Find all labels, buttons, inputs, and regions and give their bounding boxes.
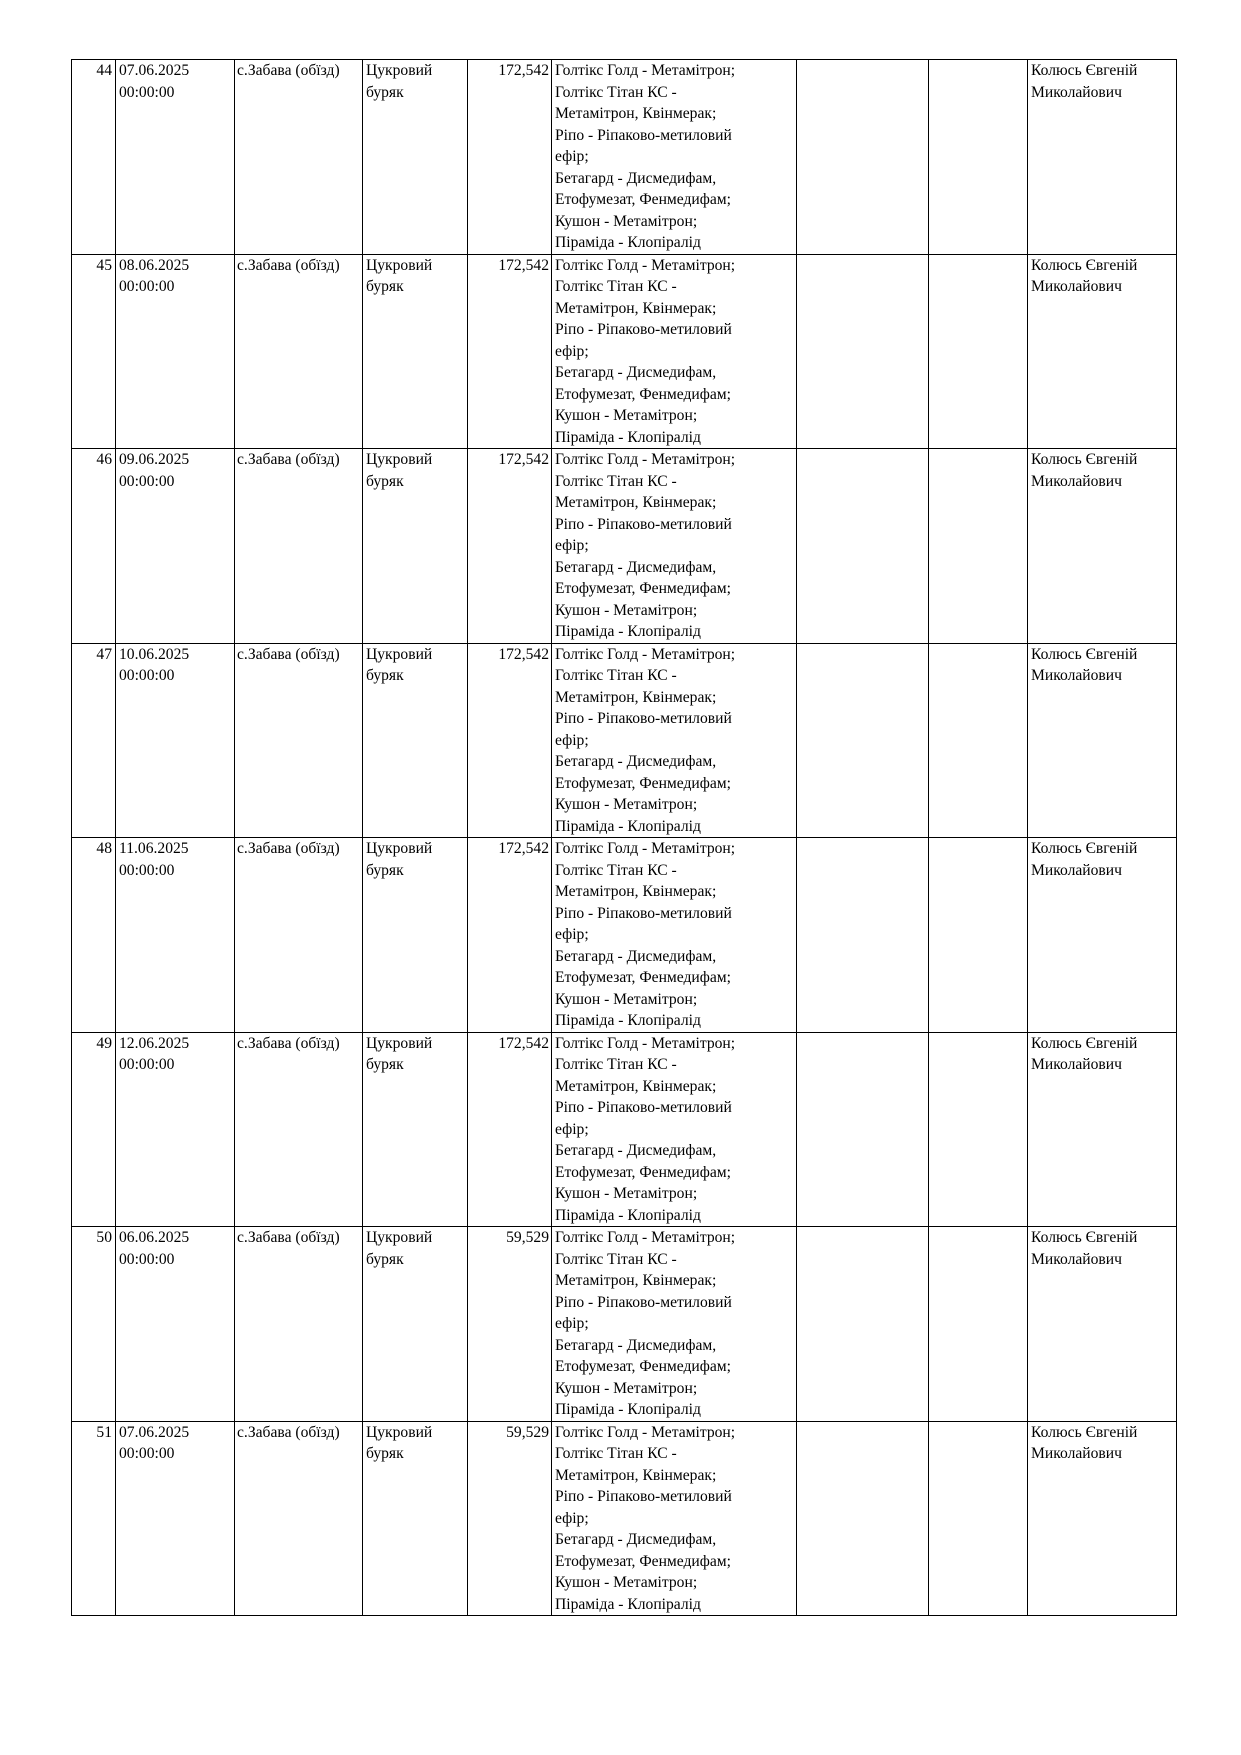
product-line: Піраміда - Клопіралід xyxy=(555,1206,701,1224)
product-line: Кушон - Метамітрон; xyxy=(555,212,698,230)
responsible-cell xyxy=(1028,1032,1177,1227)
date-line: 08.06.2025 xyxy=(119,256,190,274)
responsible-line: Колюсь Євгеній xyxy=(1031,451,1138,468)
crop-line: Цукровий xyxy=(366,1423,433,1441)
crop-cell xyxy=(363,1421,468,1616)
responsible-cell xyxy=(1028,449,1177,644)
product-line: Кушон - Метамітрон; xyxy=(555,1574,698,1591)
date-cell xyxy=(116,60,235,255)
product-line: Метамітрон, Квінмерак; xyxy=(555,1466,717,1484)
location-cell: с.Забава (обїзд) xyxy=(235,449,363,644)
records-body xyxy=(72,60,1177,1616)
responsible-line: Колюсь Євгеній xyxy=(1031,256,1138,274)
product-line: Ріпо - Ріпаково-метиловий xyxy=(555,515,732,533)
product-line: Бетагард - Дисмедифам, xyxy=(555,364,717,381)
area-cell: 172,542 xyxy=(468,449,552,644)
date-line: 10.06.2025 xyxy=(119,645,190,663)
product-line: Голтікс Тітан КС - xyxy=(555,861,677,879)
product-line: Бетагард - Дисмедифам, xyxy=(555,1531,717,1548)
product-line: Голтікс Голд - Метамітрон; xyxy=(555,645,736,663)
responsible-cell xyxy=(1028,60,1177,255)
crop-line: буряк xyxy=(366,83,404,101)
crop-line: Цукровий xyxy=(366,840,433,857)
empty-cell-8 xyxy=(929,1421,1028,1616)
date-cell xyxy=(116,449,235,644)
product-line: Голтікс Голд - Метамітрон; xyxy=(555,840,736,857)
product-line: Піраміда - Клопіралід xyxy=(555,1595,701,1613)
table-row xyxy=(72,60,1177,255)
product-line: ефір; xyxy=(555,148,589,165)
empty-cell-7 xyxy=(797,1421,929,1616)
crop-cell xyxy=(363,449,468,644)
row-number-cell: 44 xyxy=(72,60,116,255)
area-cell: 172,542 xyxy=(468,838,552,1033)
product-line: Етофумезат, Фенмедифам; xyxy=(555,580,732,597)
location-cell: с.Забава (обїзд) xyxy=(235,254,363,449)
location-cell: с.Забава (обїзд) xyxy=(235,643,363,838)
product-line: Ріпо - Ріпаково-метиловий xyxy=(555,1099,732,1116)
products-cell xyxy=(552,254,797,449)
product-line: Голтікс Голд - Метамітрон; xyxy=(555,451,736,468)
date-line: 07.06.2025 xyxy=(119,62,190,79)
empty-cell-7 xyxy=(797,838,929,1033)
crop-cell xyxy=(363,60,468,255)
table-row xyxy=(72,449,1177,644)
responsible-line: Миколайович xyxy=(1031,83,1122,101)
product-line: Голтікс Тітан КС - xyxy=(555,83,677,101)
product-line: Піраміда - Клопіралід xyxy=(555,428,701,446)
responsible-cell xyxy=(1028,254,1177,449)
crop-line: буряк xyxy=(366,1056,404,1073)
table-row xyxy=(72,1227,1177,1422)
responsible-cell xyxy=(1028,838,1177,1033)
product-line: Етофумезат, Фенмедифам; xyxy=(555,1163,732,1181)
product-line: ефір; xyxy=(555,731,589,749)
date-line: 00:00:00 xyxy=(119,1250,175,1268)
product-line: Піраміда - Клопіралід xyxy=(555,623,701,640)
date-line: 09.06.2025 xyxy=(119,451,190,468)
records-table xyxy=(71,59,1177,1616)
responsible-line: Колюсь Євгеній xyxy=(1031,840,1138,857)
products-cell xyxy=(552,449,797,644)
product-line: Голтікс Голд - Метамітрон; xyxy=(555,256,736,274)
empty-cell-8 xyxy=(929,1032,1028,1227)
product-line: Бетагард - Дисмедифам, xyxy=(555,1336,717,1354)
date-line: 11.06.2025 xyxy=(119,840,189,857)
product-line: Голтікс Тітан КС - xyxy=(555,1056,677,1073)
responsible-line: Колюсь Євгеній xyxy=(1031,1034,1138,1052)
date-line: 07.06.2025 xyxy=(119,1423,190,1441)
location-cell: с.Забава (обїзд) xyxy=(235,1421,363,1616)
product-line: Піраміда - Клопіралід xyxy=(555,1401,701,1418)
crop-line: Цукровий xyxy=(366,62,433,79)
table-row xyxy=(72,254,1177,449)
row-number-cell: 46 xyxy=(72,449,116,644)
area-cell: 172,542 xyxy=(468,254,552,449)
table-row xyxy=(72,1421,1177,1616)
product-line: Кушон - Метамітрон; xyxy=(555,407,698,424)
empty-cell-8 xyxy=(929,1227,1028,1422)
product-line: Піраміда - Клопіралід xyxy=(555,234,701,251)
date-line: 12.06.2025 xyxy=(119,1034,190,1052)
crop-line: буряк xyxy=(366,667,404,684)
date-cell xyxy=(116,838,235,1033)
products-cell xyxy=(552,838,797,1033)
crop-cell xyxy=(363,643,468,838)
date-line: 00:00:00 xyxy=(119,1445,175,1462)
date-line: 00:00:00 xyxy=(119,83,175,101)
row-number-cell: 47 xyxy=(72,643,116,838)
crop-cell xyxy=(363,838,468,1033)
responsible-line: Миколайович xyxy=(1031,1056,1122,1073)
empty-cell-8 xyxy=(929,643,1028,838)
crop-line: Цукровий xyxy=(366,451,433,468)
product-line: Голтікс Тітан КС - xyxy=(555,278,677,295)
area-cell: 59,529 xyxy=(468,1421,552,1616)
row-number-cell: 50 xyxy=(72,1227,116,1422)
date-line: 00:00:00 xyxy=(119,278,175,295)
empty-cell-7 xyxy=(797,643,929,838)
responsible-line: Миколайович xyxy=(1031,667,1122,684)
product-line: Етофумезат, Фенмедифам; xyxy=(555,1358,732,1375)
row-number-cell: 49 xyxy=(72,1032,116,1227)
responsible-cell xyxy=(1028,643,1177,838)
location-cell: с.Забава (обїзд) xyxy=(235,1032,363,1227)
products-cell xyxy=(552,643,797,838)
product-line: Метамітрон, Квінмерак; xyxy=(555,1272,717,1289)
area-cell: 59,529 xyxy=(468,1227,552,1422)
product-line: ефір; xyxy=(555,1315,589,1332)
product-line: ефір; xyxy=(555,537,589,554)
product-line: Ріпо - Ріпаково-метиловий xyxy=(555,1293,732,1311)
product-line: Метамітрон, Квінмерак; xyxy=(555,105,717,122)
product-line: Голтікс Тітан КС - xyxy=(555,472,677,490)
crop-line: Цукровий xyxy=(366,256,433,274)
product-line: ефір; xyxy=(555,1120,589,1138)
product-line: Голтікс Тітан КС - xyxy=(555,1445,677,1462)
product-line: Етофумезат, Фенмедифам; xyxy=(555,191,732,208)
responsible-cell xyxy=(1028,1227,1177,1422)
responsible-line: Колюсь Євгеній xyxy=(1031,645,1138,663)
row-number-cell: 51 xyxy=(72,1421,116,1616)
empty-cell-8 xyxy=(929,449,1028,644)
products-cell xyxy=(552,1032,797,1227)
product-line: Метамітрон, Квінмерак; xyxy=(555,883,717,900)
area-cell: 172,542 xyxy=(468,1032,552,1227)
products-cell xyxy=(552,1227,797,1422)
empty-cell-7 xyxy=(797,449,929,644)
product-line: Метамітрон, Квінмерак; xyxy=(555,494,717,511)
product-line: Кушон - Метамітрон; xyxy=(555,601,698,619)
product-line: Ріпо - Ріпаково-метиловий xyxy=(555,1488,732,1505)
product-line: Бетагард - Дисмедифам, xyxy=(555,558,717,576)
crop-cell xyxy=(363,1227,468,1422)
empty-cell-7 xyxy=(797,60,929,255)
crop-line: Цукровий xyxy=(366,1034,433,1052)
date-cell xyxy=(116,1032,235,1227)
product-line: Бетагард - Дисмедифам, xyxy=(555,1142,717,1159)
product-line: ефір; xyxy=(555,1509,589,1527)
empty-cell-8 xyxy=(929,838,1028,1033)
product-line: Голтікс Тітан КС - xyxy=(555,1250,677,1268)
product-line: Етофумезат, Фенмедифам; xyxy=(555,969,732,986)
crop-line: Цукровий xyxy=(366,645,433,663)
crop-line: буряк xyxy=(366,278,404,295)
table-row xyxy=(72,1032,1177,1227)
crop-line: буряк xyxy=(366,861,404,879)
product-line: Піраміда - Клопіралід xyxy=(555,817,701,835)
product-line: Ріпо - Ріпаково-метиловий xyxy=(555,710,732,727)
date-line: 00:00:00 xyxy=(119,1056,175,1073)
product-line: Кушон - Метамітрон; xyxy=(555,1185,698,1202)
product-line: Голтікс Голд - Метамітрон; xyxy=(555,1423,736,1441)
date-cell xyxy=(116,643,235,838)
crop-line: буряк xyxy=(366,472,404,490)
date-line: 00:00:00 xyxy=(119,472,175,490)
product-line: ефір; xyxy=(555,342,589,360)
crop-line: буряк xyxy=(366,1250,404,1268)
products-cell xyxy=(552,1421,797,1616)
responsible-line: Миколайович xyxy=(1031,472,1122,490)
product-line: Піраміда - Клопіралід xyxy=(555,1012,701,1029)
responsible-line: Миколайович xyxy=(1031,1250,1122,1268)
product-line: Метамітрон, Квінмерак; xyxy=(555,299,717,317)
location-cell: с.Забава (обїзд) xyxy=(235,60,363,255)
product-line: Бетагард - Дисмедифам, xyxy=(555,169,717,187)
product-line: Ріпо - Ріпаково-метиловий xyxy=(555,904,732,922)
product-line: Кушон - Метамітрон; xyxy=(555,796,698,813)
area-cell: 172,542 xyxy=(468,60,552,255)
row-number-cell: 45 xyxy=(72,254,116,449)
product-line: Етофумезат, Фенмедифам; xyxy=(555,774,732,792)
location-cell: с.Забава (обїзд) xyxy=(235,1227,363,1422)
product-line: Голтікс Голд - Метамітрон; xyxy=(555,62,736,79)
responsible-line: Миколайович xyxy=(1031,278,1122,295)
date-line: 06.06.2025 xyxy=(119,1229,190,1246)
responsible-line: Миколайович xyxy=(1031,861,1122,879)
products-cell xyxy=(552,60,797,255)
empty-cell-7 xyxy=(797,254,929,449)
product-line: Ріпо - Ріпаково-метиловий xyxy=(555,321,732,338)
product-line: Голтікс Тітан КС - xyxy=(555,667,677,684)
date-cell xyxy=(116,1227,235,1422)
crop-line: буряк xyxy=(366,1445,404,1462)
product-line: Кушон - Метамітрон; xyxy=(555,1379,698,1397)
date-line: 00:00:00 xyxy=(119,861,175,879)
responsible-line: Колюсь Євгеній xyxy=(1031,62,1138,79)
product-line: Метамітрон, Квінмерак; xyxy=(555,688,717,706)
empty-cell-8 xyxy=(929,60,1028,255)
product-line: Голтікс Голд - Метамітрон; xyxy=(555,1229,736,1246)
empty-cell-8 xyxy=(929,254,1028,449)
product-line: Етофумезат, Фенмедифам; xyxy=(555,385,732,403)
product-line: Етофумезат, Фенмедифам; xyxy=(555,1552,732,1570)
date-line: 00:00:00 xyxy=(119,667,175,684)
date-cell xyxy=(116,254,235,449)
responsible-line: Миколайович xyxy=(1031,1445,1122,1462)
product-line: ефір; xyxy=(555,926,589,943)
crop-cell xyxy=(363,1032,468,1227)
product-line: Бетагард - Дисмедифам, xyxy=(555,947,717,965)
area-cell: 172,542 xyxy=(468,643,552,838)
product-line: Кушон - Метамітрон; xyxy=(555,990,698,1008)
product-line: Голтікс Голд - Метамітрон; xyxy=(555,1034,736,1052)
date-cell xyxy=(116,1421,235,1616)
product-line: Метамітрон, Квінмерак; xyxy=(555,1077,717,1095)
crop-line: Цукровий xyxy=(366,1229,433,1246)
empty-cell-7 xyxy=(797,1227,929,1422)
product-line: Бетагард - Дисмедифам, xyxy=(555,753,717,770)
responsible-line: Колюсь Євгеній xyxy=(1031,1423,1138,1441)
product-line: Ріпо - Ріпаково-метиловий xyxy=(555,126,732,144)
responsible-cell xyxy=(1028,1421,1177,1616)
table-row xyxy=(72,838,1177,1033)
table-row xyxy=(72,643,1177,838)
responsible-line: Колюсь Євгеній xyxy=(1031,1229,1138,1246)
empty-cell-7 xyxy=(797,1032,929,1227)
row-number-cell: 48 xyxy=(72,838,116,1033)
crop-cell xyxy=(363,254,468,449)
location-cell: с.Забава (обїзд) xyxy=(235,838,363,1033)
